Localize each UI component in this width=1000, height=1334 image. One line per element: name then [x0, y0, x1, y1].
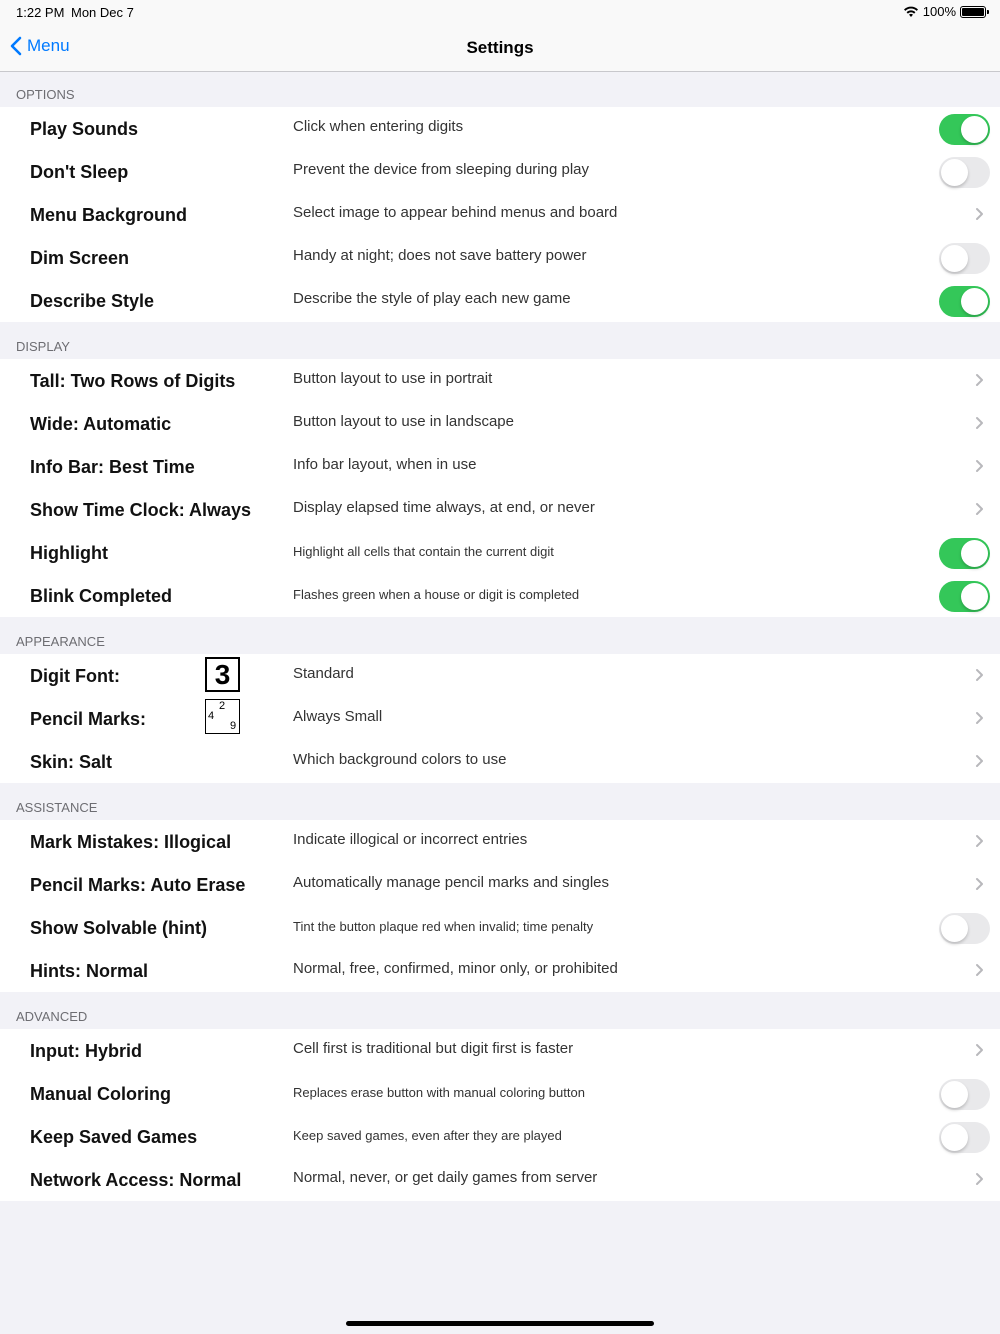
- show-solvable-hint-toggle[interactable]: [939, 913, 990, 944]
- toggle-knob: [941, 159, 968, 186]
- setting-description: Which background colors to use: [293, 751, 507, 768]
- setting-row-skin-salt[interactable]: [0, 740, 1000, 783]
- pencil-mark: 4: [208, 710, 215, 722]
- setting-row-mark-mistakes-illogical[interactable]: [0, 820, 1000, 863]
- toggle-knob: [961, 540, 988, 567]
- keep-saved-games-toggle[interactable]: [939, 1122, 990, 1153]
- section-group-advanced: [0, 1029, 1000, 1201]
- setting-row-dim-screen[interactable]: [0, 236, 1000, 279]
- pencil-marks-preview: [205, 699, 240, 734]
- chevron-right-icon: [975, 502, 984, 516]
- status-right: [903, 4, 986, 19]
- setting-description: Normal, never, or get daily games from server: [293, 1169, 598, 1186]
- setting-label: Mark Mistakes: Illogical: [30, 832, 232, 852]
- settings-list: [0, 73, 1000, 1201]
- setting-label: Tall: Two Rows of Digits: [30, 371, 236, 391]
- setting-label: Network Access: Normal: [30, 1170, 242, 1190]
- setting-label: Describe Style: [30, 291, 155, 311]
- setting-label: Wide: Automatic: [30, 414, 172, 434]
- section-header-options: OPTIONS: [16, 87, 75, 102]
- setting-row-describe-style[interactable]: [0, 279, 1000, 322]
- digit-font-preview: 3: [205, 657, 240, 692]
- chevron-right-icon: [975, 754, 984, 768]
- chevron-right-icon: [975, 963, 984, 977]
- setting-description: Standard: [293, 665, 354, 682]
- setting-description: Select image to appear behind menus and board: [293, 204, 618, 221]
- setting-label: Show Solvable (hint): [30, 918, 208, 938]
- setting-label: Menu Background: [30, 205, 188, 225]
- setting-row-keep-saved-games[interactable]: [0, 1115, 1000, 1158]
- setting-description: Highlight all cells that contain the current digit: [293, 544, 554, 559]
- setting-row-input-hybrid[interactable]: [0, 1029, 1000, 1072]
- chevron-right-icon: [975, 668, 984, 682]
- setting-row-digit-font[interactable]: [0, 654, 1000, 697]
- chevron-right-icon: [975, 459, 984, 473]
- status-time: 1:22 PM: [16, 5, 65, 20]
- setting-description: Replaces erase button with manual coloring button: [293, 1085, 585, 1100]
- chevron-right-icon: [975, 416, 984, 430]
- describe-style-toggle[interactable]: [939, 286, 990, 317]
- section-header-appearance: APPEARANCE: [16, 634, 105, 649]
- setting-label: Play Sounds: [30, 119, 139, 139]
- setting-description: Info bar layout, when in use: [293, 456, 477, 473]
- setting-row-info-bar-best-time[interactable]: [0, 445, 1000, 488]
- section-group-assistance: [0, 820, 1000, 992]
- setting-description: Prevent the device from sleeping during play: [293, 161, 590, 178]
- setting-label: Hints: Normal: [30, 961, 149, 981]
- chevron-right-icon: [975, 877, 984, 891]
- section-header-display: DISPLAY: [16, 339, 70, 354]
- setting-description: Handy at night; does not save battery power: [293, 247, 587, 264]
- setting-description: Button layout to use in landscape: [293, 413, 514, 430]
- setting-description: Keep saved games, even after they are played: [293, 1128, 562, 1143]
- chevron-right-icon: [975, 1043, 984, 1057]
- setting-label: Pencil Marks:: [30, 709, 147, 729]
- section-group-display: [0, 359, 1000, 617]
- setting-row-pencil-marks-auto-erase[interactable]: [0, 863, 1000, 906]
- page-title: Settings: [466, 38, 534, 57]
- toggle-knob: [941, 915, 968, 942]
- battery-icon: [960, 6, 986, 18]
- setting-description: Describe the style of play each new game: [293, 290, 571, 307]
- setting-description: Indicate illogical or incorrect entries: [293, 831, 528, 848]
- setting-row-menu-background[interactable]: [0, 193, 1000, 236]
- toggle-knob: [941, 245, 968, 272]
- setting-description: Automatically manage pencil marks and singles: [293, 874, 609, 891]
- section-group-options: [0, 107, 1000, 322]
- toggle-knob: [941, 1081, 968, 1108]
- setting-row-wide-automatic[interactable]: [0, 402, 1000, 445]
- setting-description: Cell first is traditional but digit first is faster: [293, 1040, 574, 1057]
- setting-row-hints-normal[interactable]: [0, 949, 1000, 992]
- setting-label: Keep Saved Games: [30, 1127, 198, 1147]
- setting-row-don-t-sleep[interactable]: [0, 150, 1000, 193]
- home-indicator[interactable]: [346, 1321, 654, 1326]
- setting-row-show-solvable-hint[interactable]: [0, 906, 1000, 949]
- manual-coloring-toggle[interactable]: [939, 1079, 990, 1110]
- setting-description: Display elapsed time always, at end, or never: [293, 499, 595, 516]
- setting-description: Button layout to use in portrait: [293, 370, 493, 387]
- battery-percent: 100%: [922, 4, 956, 19]
- setting-label: Input: Hybrid: [30, 1041, 142, 1061]
- setting-label: Don't Sleep: [30, 162, 129, 182]
- setting-row-highlight[interactable]: [0, 531, 1000, 574]
- setting-description: Tint the button plaque red when invalid; time penalty: [293, 919, 594, 934]
- setting-label: Skin: Salt: [30, 752, 113, 772]
- setting-row-manual-coloring[interactable]: [0, 1072, 1000, 1115]
- toggle-knob: [961, 583, 988, 610]
- setting-label: Pencil Marks: Auto Erase: [30, 875, 246, 895]
- toggle-knob: [941, 1124, 968, 1151]
- setting-label: Digit Font:: [30, 666, 120, 686]
- don-t-sleep-toggle[interactable]: [939, 157, 990, 188]
- toggle-knob: [961, 116, 988, 143]
- setting-row-pencil-marks[interactable]: [0, 697, 1000, 740]
- section-group-appearance: [0, 654, 1000, 783]
- setting-label: Dim Screen: [30, 248, 130, 268]
- highlight-toggle[interactable]: [939, 538, 990, 569]
- setting-description: Flashes green when a house or digit is completed: [293, 587, 580, 602]
- pencil-mark: 9: [230, 720, 237, 732]
- setting-row-show-time-clock-always[interactable]: [0, 488, 1000, 531]
- setting-label: Manual Coloring: [30, 1084, 171, 1104]
- blink-completed-toggle[interactable]: [939, 581, 990, 612]
- status-date: Mon Dec 7: [71, 5, 134, 20]
- toggle-knob: [961, 288, 988, 315]
- back-label: Menu: [27, 36, 70, 55]
- setting-label: Highlight: [30, 543, 108, 563]
- chevron-right-icon: [975, 1172, 984, 1186]
- setting-label: Info Bar: Best Time: [30, 457, 195, 477]
- setting-row-blink-completed[interactable]: [0, 574, 1000, 617]
- chevron-right-icon: [975, 711, 984, 725]
- setting-row-play-sounds[interactable]: [0, 107, 1000, 150]
- wifi-icon: [903, 6, 919, 18]
- pencil-mark: 2: [219, 700, 226, 712]
- play-sounds-toggle[interactable]: [939, 114, 990, 145]
- setting-label: Blink Completed: [30, 586, 173, 606]
- setting-row-tall-two-rows-of-digits[interactable]: [0, 359, 1000, 402]
- dim-screen-toggle[interactable]: [939, 243, 990, 274]
- chevron-right-icon: [975, 373, 984, 387]
- status-bar: [0, 0, 1000, 24]
- setting-description: Click when entering digits: [293, 118, 464, 135]
- chevron-right-icon: [975, 207, 984, 221]
- chevron-right-icon: [975, 834, 984, 848]
- setting-row-network-access-normal[interactable]: [0, 1158, 1000, 1201]
- nav-bar: [0, 24, 1000, 72]
- setting-description: Normal, free, confirmed, minor only, or prohibited: [293, 960, 618, 977]
- setting-description: Always Small: [293, 708, 383, 725]
- section-header-advanced: ADVANCED: [16, 1009, 88, 1024]
- setting-label: Show Time Clock: Always: [30, 500, 252, 520]
- section-header-assistance: ASSISTANCE: [16, 800, 98, 815]
